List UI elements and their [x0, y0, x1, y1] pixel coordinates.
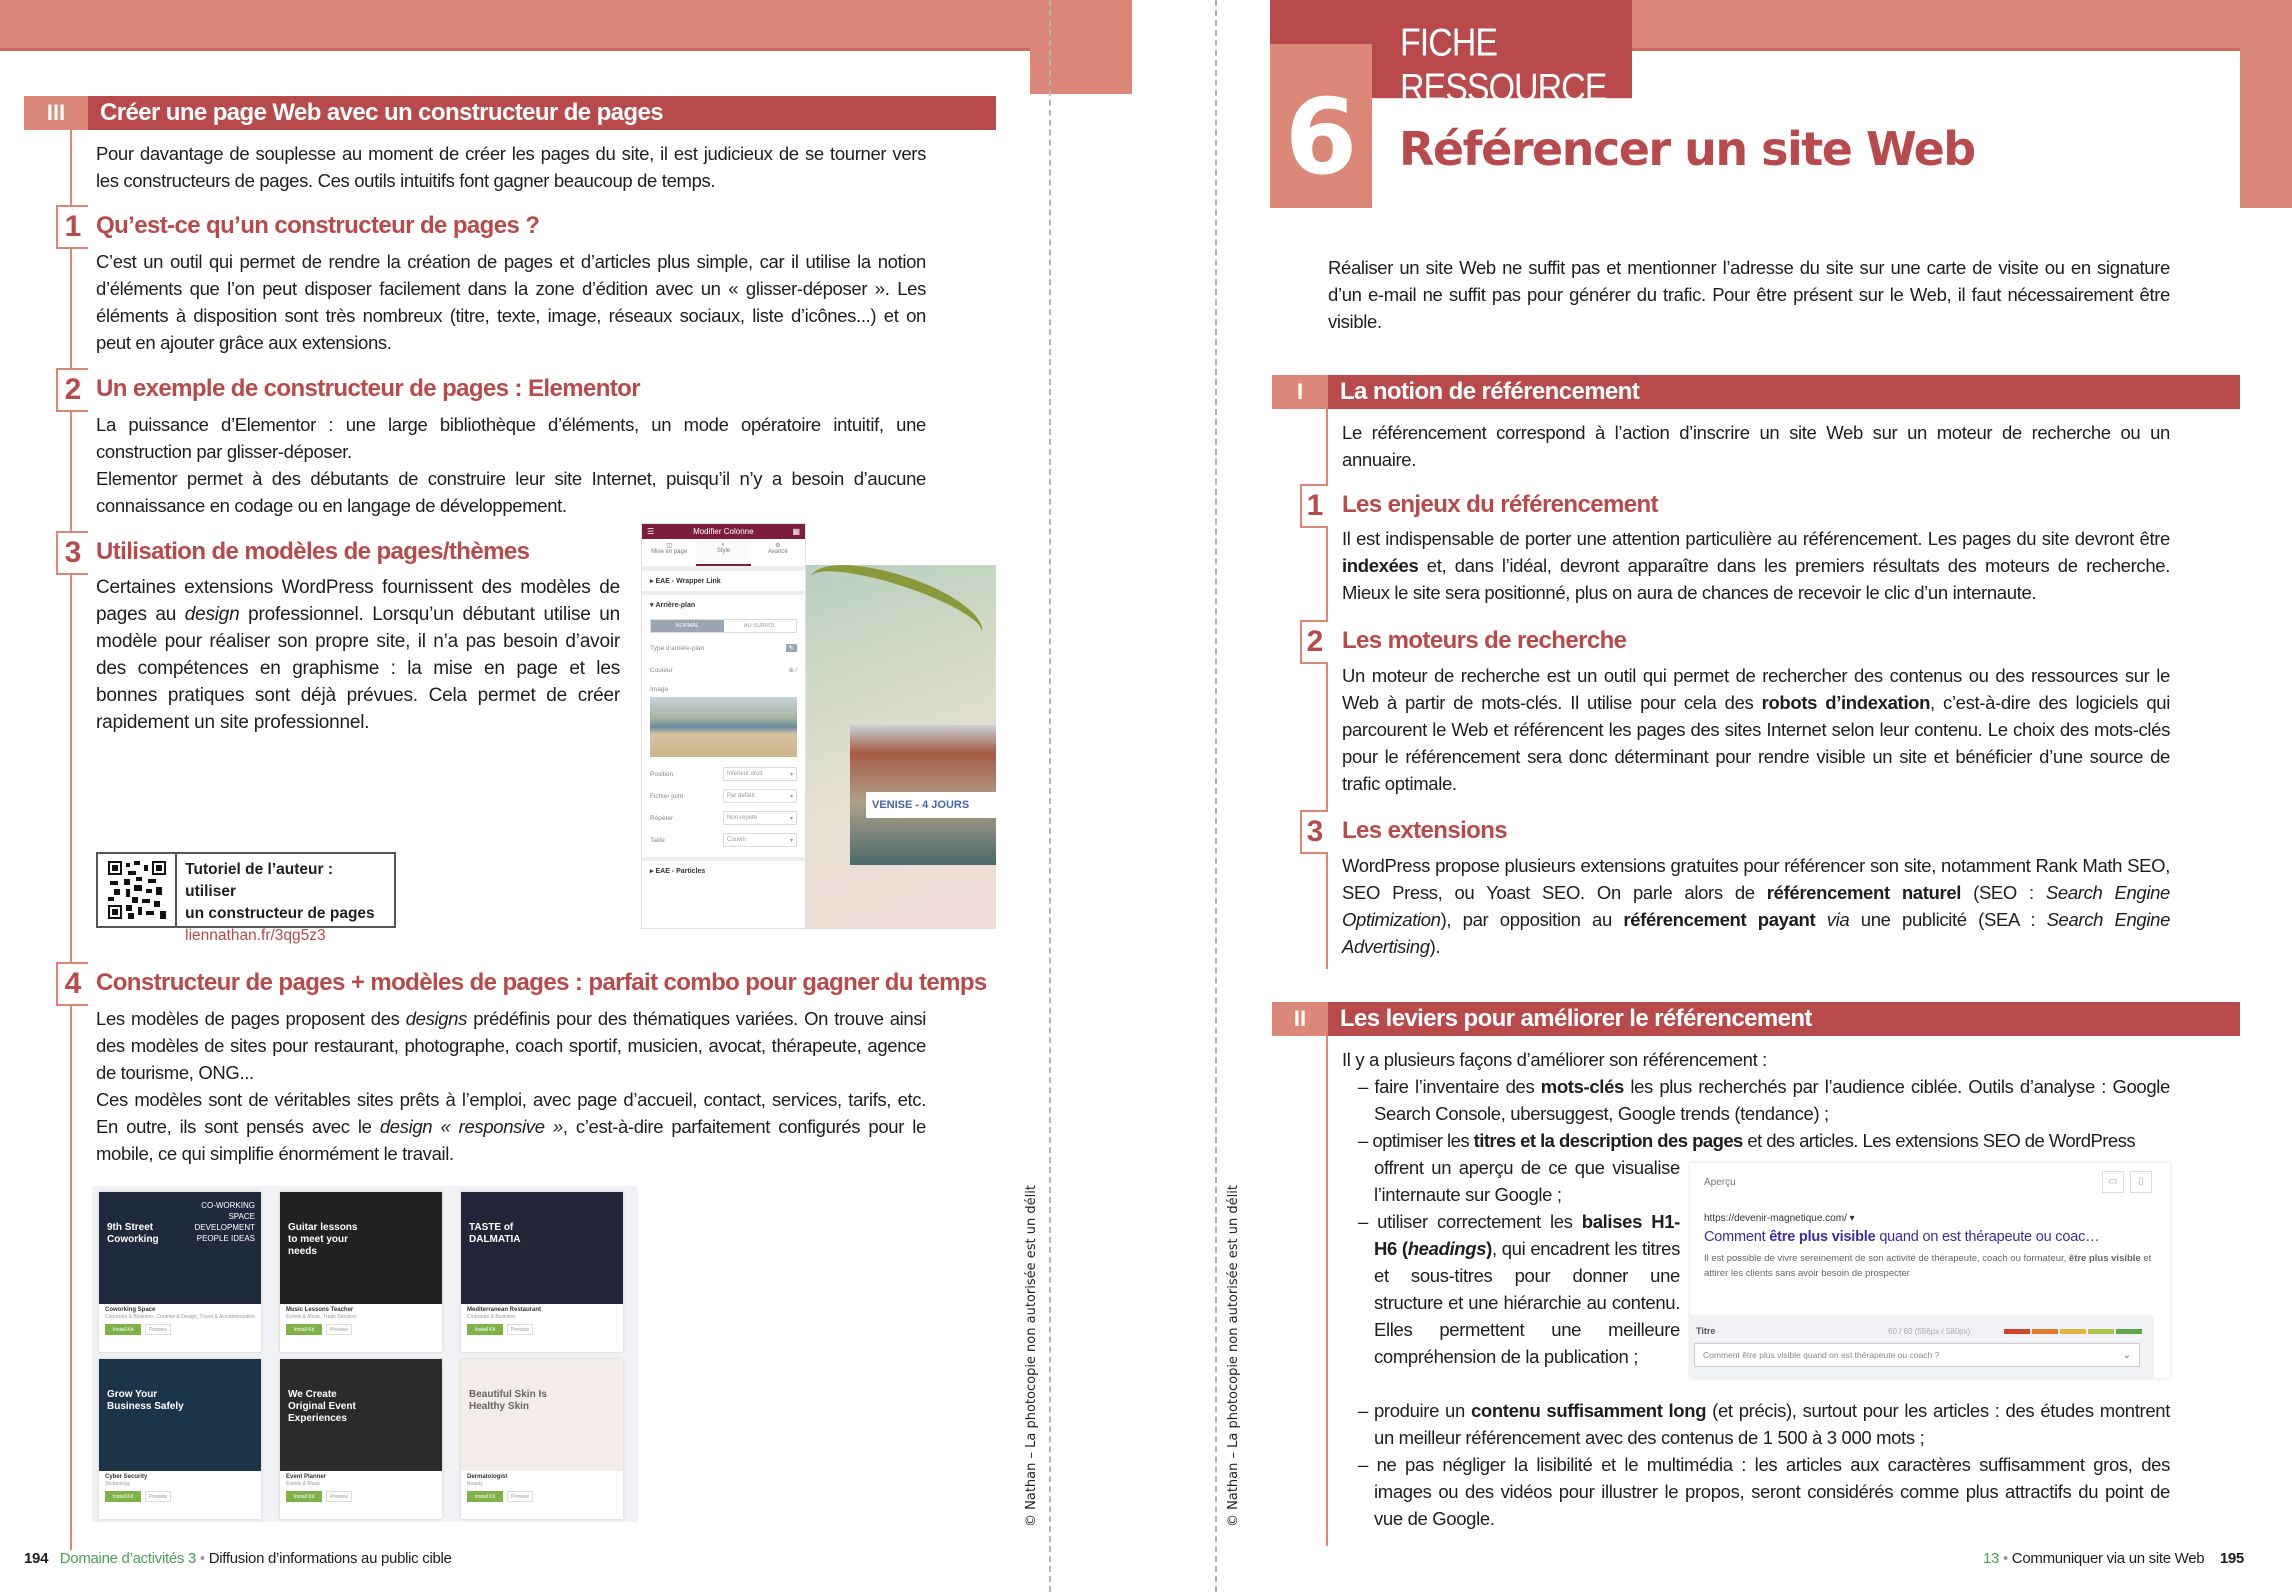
columns-icon: ◫	[666, 543, 672, 549]
mobile-icon: ▯	[2130, 1171, 2152, 1193]
bullet-item: – produire un contenu suffisamment long (et précis), surtout pour les articles : des études montrent un meilleur référencement avec des contenus de 1 500 à 3 000 mots ;	[1358, 1400, 2170, 1448]
template-name: Music Lessons Teacher	[286, 1307, 354, 1313]
subsection-title: Les enjeux du référencement	[1342, 491, 1658, 518]
grid-icon: ▦	[792, 527, 800, 536]
subsection-text: Les modèles de pages proposent des designs prédéfinis pour des thématiques variées. On trouve ainsi des modèles de sites pour restaurant, photographe, coach sportif, musicien, avocat, thérapeute, agence de tourisme, ONG...	[96, 1008, 926, 1083]
template-card[interactable]	[280, 1359, 442, 1519]
template-category: Technology	[105, 1481, 131, 1487]
section-rule	[70, 130, 72, 1550]
preview-button[interactable]: Preview	[326, 1324, 352, 1335]
template-name: Event Planner	[286, 1474, 327, 1480]
chapter-number-block	[1270, 44, 1372, 208]
template-hero-text: We Create Original Event Experiences	[288, 1389, 356, 1424]
copyright-notice-left: © Nathan – La photocopie non autorisée est un délit	[1024, 1185, 1039, 1527]
bullet-item: – faire l’inventaire des mots-clés les plus recherchés par l’audience ciblée. Outils d’analyse : Google Search Console, ubersuggest, Google trends (tendance) ;	[1358, 1076, 2171, 1124]
serp-label: Aperçu	[1704, 1177, 1736, 1188]
page-number: 195	[2219, 1550, 2244, 1567]
tab-advanced: ⚙ Avancé	[751, 539, 805, 566]
template-name: Cyber Security	[105, 1474, 148, 1480]
template-thumbnail	[99, 1359, 261, 1471]
elementor-header-title: Modifier Colonne	[693, 527, 754, 536]
subsection-title: Constructeur de pages + modèles de pages : parfait combo pour gagner du temps	[96, 969, 987, 996]
serp-title: Comment être plus visible quand on est thérapeute ou coac…	[1704, 1229, 2100, 1245]
template-thumbnail	[461, 1192, 623, 1304]
section-intro: Le référencement correspond à l’action d’inscrire un site Web sur un moteur de recherche ou un annuaire.	[1342, 422, 2170, 470]
preview-button[interactable]: Preview	[145, 1324, 171, 1335]
title-length-meter	[2004, 1329, 2142, 1334]
qr-line-1: Tutoriel de l’auteur : utiliser	[185, 861, 334, 900]
section-numeral: II	[1272, 1002, 1328, 1036]
hamburger-icon: ☰	[647, 527, 655, 536]
preview-button[interactable]: Preview	[507, 1491, 533, 1502]
header-band	[1632, 0, 2292, 50]
install-kit-button[interactable]: Install Kit	[286, 1324, 322, 1335]
template-hero-text: 9th Street Coworking	[107, 1222, 159, 1245]
serp-preview-screenshot	[1690, 1163, 2170, 1378]
header-band-edge	[0, 48, 1030, 51]
normal-hover-toggle: NORMAL AU SURVOL	[650, 619, 797, 633]
template-category: Beauty	[467, 1481, 483, 1487]
bullet-icon: •	[2002, 1550, 2008, 1567]
gear-icon: ⚙	[775, 543, 781, 549]
title-input[interactable]: Comment être plus visible quand on est thérapeute ou coach ? ⌄	[1694, 1343, 2140, 1367]
template-card[interactable]	[99, 1192, 261, 1352]
install-kit-button[interactable]: Install Kit	[105, 1491, 141, 1502]
meter-segment	[2032, 1329, 2058, 1334]
palm-leaf	[806, 565, 991, 661]
template-thumbnail	[99, 1192, 261, 1304]
template-category: Corporate & Business	[467, 1314, 516, 1320]
subsection-text: Il est indispensable de porter une attention particulière au référencement. Les pages du site devront être indexées et, dans l’idéal, devront apparaître dans les premiers résultats des moteurs de recherche. Mieux le site sera positionné, plus on aura de chances de recevoir le clic d’un internaute.	[1342, 528, 2170, 603]
footer-chapter: 13	[1983, 1550, 2000, 1567]
tab-layout: ◫ Mise en page	[642, 539, 696, 566]
template-thumbnail	[280, 1359, 442, 1471]
template-card[interactable]	[461, 1192, 623, 1352]
header-band-corner	[1030, 48, 1132, 94]
header-band-edge	[1632, 48, 2240, 51]
elementor-tabs	[642, 539, 805, 567]
template-category: Events & Music	[286, 1481, 321, 1487]
title-length-counter: 60 / 60 (556px / 580px)	[1888, 1327, 1971, 1336]
image-thumbnail	[650, 697, 797, 757]
elementor-header	[642, 524, 805, 539]
fold-line-right	[1215, 0, 1217, 1592]
template-card[interactable]	[280, 1192, 442, 1352]
venice-preview-image	[806, 565, 996, 929]
fiche-badge: FICHE RESSOURCE	[1372, 34, 1632, 98]
section-i-heading	[1272, 375, 2240, 409]
serp-url: https://devenir-magnetique.com/ ▾	[1704, 1213, 1855, 1224]
section-title: La notion de référencement	[1328, 375, 2240, 409]
header-band-side	[2240, 48, 2292, 208]
page-number: 194	[24, 1550, 49, 1567]
subsection-title: Un exemple de constructeur de pages : Elementor	[96, 375, 640, 402]
chevron-down-icon: ⌄	[2122, 1349, 2131, 1361]
section-intro: Il y a plusieurs façons d’améliorer son référencement :	[1342, 1049, 1767, 1070]
footer-title: Diffusion d’informations au public cible	[208, 1550, 452, 1567]
template-hero-text: Guitar lessons to meet your needs	[288, 1222, 358, 1257]
bullet-icon: •	[199, 1550, 205, 1567]
meter-segment	[2004, 1329, 2030, 1334]
template-thumbnail	[280, 1192, 442, 1304]
elementor-section: ▸ EAE - Particles	[642, 857, 805, 881]
subsection-title: Les moteurs de recherche	[1342, 627, 1627, 654]
subsection-text: Certaines extensions WordPress fournissent des modèles de pages au design professionnel. Lorsqu’un débutant utilise un modèle pour réaliser son propre site, il n’a pas besoin d’avoir des compétences en graphisme : la mise en page et les bonnes pratiques sont déjà prévues. Cela permet de créer rapidement un site professionnel.	[96, 577, 620, 733]
subsection-title: Les extensions	[1342, 817, 1508, 844]
install-kit-button[interactable]: Install Kit	[467, 1324, 503, 1335]
section-numeral: III	[24, 96, 88, 130]
subsection-number: 3	[1300, 810, 1328, 854]
template-hero-text-2: CO-WORKING SPACE DEVELOPMENT PEOPLE IDEAS	[194, 1201, 255, 1243]
contrast-icon: ◐	[721, 542, 726, 548]
elementor-panel-screenshot	[641, 523, 806, 929]
elementor-section: ▾ Arrière-plan	[642, 591, 805, 615]
elementor-fields: Position Inferieur droit ▾ Fichier joint Par defaut ▾ Répéter Non-repete ▾ Taille Couvrir ▾	[642, 763, 805, 851]
chapter-number: 6	[1284, 76, 1358, 198]
qr-code-icon	[98, 854, 177, 926]
section-ii-heading	[1272, 1002, 2240, 1036]
tab-style: ◐ Style	[696, 539, 750, 566]
brush-icon: ✎	[786, 644, 797, 652]
subsection-number: 2	[56, 368, 88, 412]
install-kit-button[interactable]: Install Kit	[286, 1491, 322, 1502]
qr-link[interactable]: liennathan.fr/3qg5z3	[185, 927, 326, 944]
template-name: Mediterranean Restaurant	[467, 1307, 542, 1313]
preview-button[interactable]: Preview	[145, 1491, 171, 1502]
page-title: Référencer un site Web	[1399, 122, 1975, 176]
bullet-item: – ne pas négliger la lisibilité et le multimédia : les articles aux caractères suffisamment gros, des images ou des vidéos pour illustrer le propos, seront considérés comme plus attractifs du point de vue de Google.	[1358, 1454, 2170, 1529]
subsection-text: Un moteur de recherche est un outil qui permet de rechercher des contenus ou des ressources sur le Web à partir de mots-clés. Il utilise pour cela des robots d’indexation, c’est-à-dire des logiciels qui parcourent le Web et référencent les pages des sites Internet selon leur contenu. Le choix des mots-clés pour le référencement sera donc déterminant pour rendre visible un site et bénéficier d’une source de trafic optimale.	[1342, 665, 2170, 794]
left-footer	[24, 1550, 452, 1567]
bullet-item: – optimiser les titres et la description des pages et des articles. Les extensions SEO de WordPress	[1358, 1130, 2136, 1151]
subsection-text: WordPress propose plusieurs extensions gratuites pour référencer son site, notamment Rank Math SEO, SEO Press, ou Yoast SEO. On parle alors de référencement naturel (SEO : Search Engine Optimization), par opposition au référencement payant via une publicité (SEA : Search Engine Advertising).	[1342, 855, 2171, 957]
section-title: Créer une page Web avec un constructeur de pages	[88, 96, 996, 130]
subsection-title: Utilisation de modèles de pages/thèmes	[96, 538, 530, 565]
template-card[interactable]	[461, 1359, 623, 1519]
desktop-icon: ▭	[2102, 1171, 2124, 1193]
install-kit-button[interactable]: Install Kit	[467, 1491, 503, 1502]
footer-title: Communiquer via un site Web	[2011, 1550, 2205, 1567]
subsection-title: Qu’est-ce qu’un constructeur de pages ?	[96, 212, 540, 239]
template-category: Corporate & Business, Creative & Design, Travel & Accommodation	[105, 1314, 255, 1320]
color-row: Couleur ⊕ ⁄	[650, 666, 797, 674]
fold-line-left	[1049, 0, 1051, 1592]
subsection-text: Elementor permet à des débutants de construire leur site Internet, puisqu’il n’y a besoin d’aucune connaissance en codage ou en langage de développement.	[96, 468, 926, 516]
preview-button[interactable]: Preview	[326, 1491, 352, 1502]
footer-domain: Domaine d’activités 3	[59, 1550, 197, 1567]
template-category: Events & Music, Trade Services	[286, 1314, 357, 1320]
template-name: Dermatologist	[467, 1474, 508, 1480]
venice-caption: VENISE - 4 JOURS	[866, 792, 996, 818]
serp-description: Il est possible de vivre sereinement de son activité de thérapeute, coach ou formateur, être plus visible et attirer les clients sans avoir besoin de prospecter	[1704, 1253, 2152, 1279]
subsection-number: 3	[56, 531, 88, 575]
right-footer	[1983, 1550, 2244, 1567]
image-row: Image	[650, 685, 669, 693]
page-intro: Réaliser un site Web ne suffit pas et mentionner l’adresse du site sur une carte de visite ou en signature d’un e-mail ne suffit pas pour générer du trafic. Pour être présent sur le Web, il faut nécessairement être visible.	[1328, 257, 2170, 332]
meter-segment	[2088, 1329, 2114, 1334]
section-numeral: I	[1272, 375, 1328, 409]
elementor-section: ▸ EAE - Wrapper Link	[642, 567, 805, 591]
bullet-item: – utiliser correctement les balises H1-H6 (headings), qui encadrent les titres et sous-titres pour donner une structure et une hiérarchie au contenu. Elles permettent une meilleure compréhension de la publication ;	[1358, 1211, 1680, 1367]
template-thumbnail	[461, 1359, 623, 1471]
meter-segment	[2116, 1329, 2142, 1334]
bg-type-row: Type d’arrière-plan ✎	[642, 637, 805, 659]
section-rule	[1326, 1036, 1328, 1546]
subsection-text: La puissance d’Elementor : une large bibliothèque d’éléments, un mode opératoire intuitif, une construction par glisser-déposer.	[96, 414, 926, 462]
subsection-number: 1	[1300, 484, 1328, 528]
subsection-text: Ces modèles sont de véritables sites prêts à l’emploi, avec page d’accueil, contact, services, tarifs, etc. En outre, ils sont pensés avec le design « responsive », c’est-à-dire parfaitement configurés pour le mobile, ce qui simplifie énormément le travail.	[96, 1089, 926, 1164]
header-band	[0, 0, 1132, 50]
globe-icon: ⊕ ⁄	[788, 667, 797, 674]
meter-segment	[2060, 1329, 2086, 1334]
subsection-number: 2	[1300, 620, 1328, 664]
template-card[interactable]	[99, 1359, 261, 1519]
template-hero-text: Beautiful Skin Is Healthy Skin	[469, 1389, 547, 1412]
bullet-item-continued: offrent un aperçu de ce que visualise l’internaute sur Google ;	[1374, 1157, 1680, 1205]
copyright-notice-right: © Nathan – La photocopie non autorisée est un délit	[1226, 1185, 1241, 1527]
subsection-number: 1	[56, 205, 88, 249]
template-hero-text: TASTE of DALMATIA	[469, 1222, 521, 1245]
serp-title-field-area	[1690, 1315, 2154, 1378]
qr-tutorial-box[interactable]	[96, 852, 396, 944]
section-iii-heading	[24, 96, 996, 130]
preview-button[interactable]: Preview	[507, 1324, 533, 1335]
qr-line-2: un constructeur de pages	[185, 905, 375, 922]
subsection-number: 4	[56, 962, 88, 1006]
template-name: Coworking Space	[105, 1307, 156, 1313]
title-field-label: Titre	[1696, 1326, 1716, 1336]
install-kit-button[interactable]: Install Kit	[105, 1324, 141, 1335]
template-hero-text: Grow Your Business Safely	[107, 1389, 184, 1412]
subsection-text: C’est un outil qui permet de rendre la création de pages et d’articles plus simple, car il utilise la notion d’éléments que l’on peut disposer facilement dans la zone d’édition avec un « glisser-déposer ». Les éléments à disposition sont très nombreux (titre, texte, image, réseaux sociaux, liste d’icônes...) et on peut en ajouter grâce aux extensions.	[96, 251, 926, 353]
section-title: Les leviers pour améliorer le référencement	[1328, 1002, 2240, 1036]
section-intro: Pour davantage de souplesse au moment de créer les pages du site, il est judicieux de se tourner vers les constructeurs de pages. Ces outils intuitifs font gagner beaucoup de temps.	[96, 143, 926, 191]
